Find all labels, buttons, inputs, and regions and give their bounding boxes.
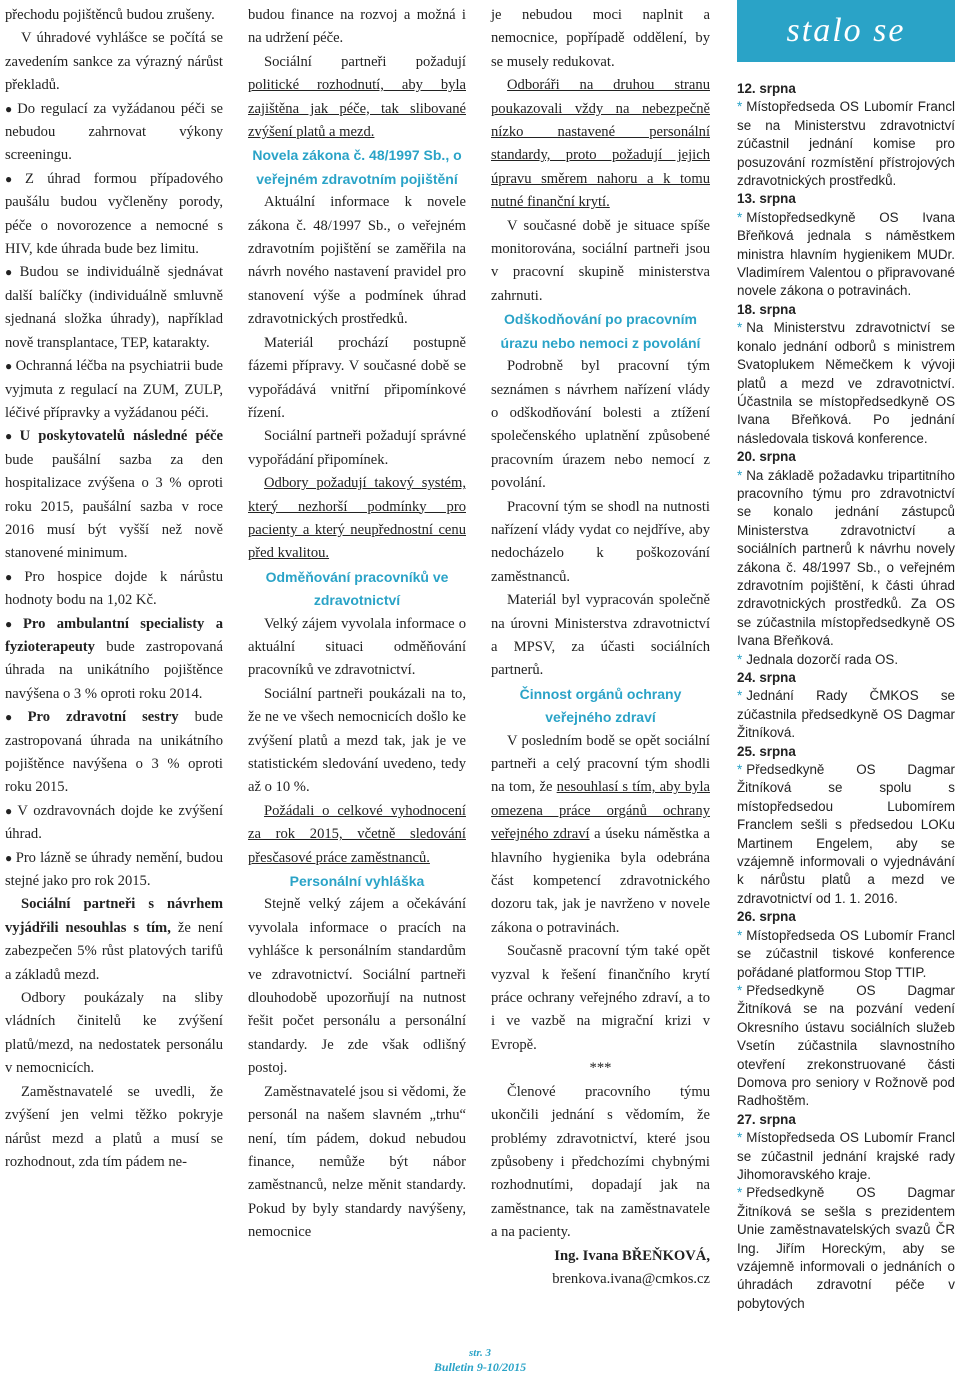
event-item — [737, 761, 955, 908]
bold-lead: U poskytovatelů následné péče — [19, 428, 223, 445]
asterisk-icon: * — [737, 209, 743, 225]
paragraph — [5, 4, 223, 27]
paragraph — [5, 987, 223, 1081]
text-run: Z úhrad formou případového paušálu budou vyčleněny porody, péče o novorozence a nemocné s HIV, kde úhrada bude bez limitu. — [5, 170, 223, 258]
event-item — [737, 1129, 955, 1184]
bullet-dot-icon: ● — [5, 171, 22, 186]
paragraph — [248, 683, 466, 800]
text-run: Sociální partneři požadují — [264, 53, 466, 70]
text-run: V posledním bodě se opět sociální partneři a celý pracovní tým shodli na tom, že — [491, 732, 710, 796]
section-heading: Novela zákona č. 48/1997 Sb., o veřejném zdravotním pojištění — [252, 147, 462, 187]
column-1 — [5, 4, 223, 1174]
asterisk-icon: * — [737, 467, 743, 483]
asterisk-icon: * — [737, 688, 743, 704]
column-3 — [491, 4, 710, 1291]
underlined-text: politické rozhodnutí, aby byla zajištěna jak péče, tak slibované zvýšení platů a mezd. — [248, 77, 466, 141]
event-item — [737, 651, 955, 669]
bullet-dot-icon: ● — [5, 850, 13, 865]
event-text: Na základě požadavku tripartitního pracovního týmu pro zdravotnictví se konalo jednání zástupců Ministerstva zdravotnictví a sociálních partnerů k návrhu novely zákona č. 48/1997 Sb., o veřejném zdravotním pojištění, k části úhrad zdravotnických prostředků. Za OS se zúčastnila místopředsedkyně OS Ivana Břeňková. — [737, 467, 955, 649]
bold-lead: Pro ambulantní specialisty a fyzioterapeuty — [5, 615, 224, 655]
text-run: Současně pracovní tým také opět vyzval k řešení finančního krytí práce ochrany veřejného zdraví, a to i ve vazbě na migrační krizi v Evropě. — [491, 943, 710, 1053]
event-item — [737, 687, 955, 742]
event-item — [737, 982, 955, 1111]
bullet-dot-icon: ● — [5, 803, 15, 818]
event-text: Místopředseda OS Lubomír Francl se na Ministerstvu zdravotnictví zúčastnil jednání komise pro posuzování rozmístění přístrojových zdravotnických prostředků. — [737, 99, 955, 189]
event-text: Jednání Rady ČMKOS se zúčastnila předsedkyně OS Dagmar Žitníková. — [737, 688, 955, 741]
section-heading: Odměňování pracovníků ve zdravotnictví — [265, 568, 449, 609]
paragraph — [491, 215, 710, 309]
paragraph — [491, 355, 710, 495]
event-text: Předsedkyně OS Dagmar Žitníková se spolu s místopředsedou Lubomírem Franclem sešli s předsedou LOKu Martinem Engelem, aby se vzájemně informovali o vyjednávání k nárůstu platů a mezd ve zdravotnictví od 1. 1. 2016. — [737, 762, 955, 906]
event-date: 20. srpna — [737, 449, 796, 465]
text-run: bude zastropovaná úhrada na unikátního pojištěnce navýšena o 3 % oproti roku 2015. — [5, 709, 223, 796]
underlined-text: Odbory požadují takový systém, který nezhorší podmínky pro pacienty a který neupřednostní cenu před kvalitou. — [248, 475, 466, 562]
bold-lead: Pro zdravotní sestry — [27, 709, 179, 726]
paragraph — [491, 589, 710, 683]
paragraph — [5, 1081, 223, 1175]
text-run: Pro hospice dojde k nárůstu hodnoty bodu na 1,02 Kč. — [5, 568, 223, 609]
bullet-item — [5, 425, 223, 565]
paragraph — [491, 730, 710, 941]
paragraph — [248, 332, 466, 426]
text-run: V současné době je situace spíše monitorována, sociální partneři jsou v pracovní skupině ministerstva zahrnuti. — [491, 217, 710, 304]
text-run: přechodu pojištěnců budou zrušeny. — [5, 7, 215, 23]
event-date: 27. srpna — [737, 1111, 796, 1127]
event-item — [737, 209, 955, 301]
column-stalo-se — [737, 0, 955, 1313]
text-run: Podrobně byl pracovní tým seznámen s návrhem nařízení vlády o odškodňování bolesti a ztížení společenského uplatnění způsobené pracovním úrazem nebo nemocí z povolání. — [491, 358, 710, 492]
asterisk-icon: * — [737, 320, 743, 336]
column-2 — [248, 4, 466, 1245]
author-email: brenkova.ivana@cmkos.cz — [552, 1270, 710, 1287]
event-text: Předsedkyně OS Dagmar Žitníková se sešla s prezidentem Unie zaměstnavatelských svazů ČR Ing. Jiřím Horeckým, aby se vzájemně informovali o jednáních o úhradách zdravotní péče v pobytových — [737, 1185, 955, 1311]
paragraph — [491, 940, 710, 1057]
underlined-text: Požádali o celkové vyhodnocení za rok 2015, včetně sledování přesčasové práce zaměstnanců. — [248, 802, 466, 866]
text-run: Materiál prochází postupně fázemi přípravy. V současné době se vypořádává vnitřní připomínkové řízení. — [248, 334, 466, 421]
bullet-dot-icon: ● — [5, 429, 17, 444]
text-run: Materiál byl vypracován společně na úrovni Ministerstva zdravotnictví a MPSV, za účasti sociálních partnerů. — [491, 592, 710, 679]
bold-lead: Sociální partneři s návrhem vyjádřili nesouhlas s tím, — [5, 896, 223, 936]
page-number: str. 3 — [468, 1347, 491, 1359]
text-run: a úseku náměstka a hlavního hygienika byla odebrána část kompetencí zdravotnického dozoru tak, jak je navrženo v novele zákona o potravinách. — [491, 826, 710, 936]
text-run: Sociální partneři požadují správné vypořádání připomínek. — [248, 428, 466, 468]
text-run: Pro lázně se úhrady nemění, budou stejné jako pro rok 2015. — [5, 849, 223, 890]
event-item — [737, 927, 955, 982]
bullet-dot-icon: ● — [5, 569, 22, 584]
paragraph — [491, 1081, 710, 1245]
paragraph — [248, 472, 466, 566]
text-run: Zaměstnavatelé se uvedli, že zvýšení jen velmi těžko pokryje nárůst mezd a platů a musí se rozhodnout, zda tím pádem ne- — [5, 1083, 223, 1170]
section-heading: Personální vyhláška — [289, 873, 425, 890]
text-run: Stejně velký zájem a očekávání vyvolala informace o pracích na vyhlášce k personálním standardům ve zdravotnictví. Sociální partneři dlouhodobě upozorňují na nutnost řešit počet personálu a personální standardy. Je zde však odlišný postoj. — [248, 896, 466, 1077]
separator-stars: *** — [589, 1060, 612, 1077]
event-text: Na Ministerstvu zdravotnictví se konalo jednání odborů s ministrem Svatoplukem Němečkem k vývoji platů a mezd ve zdravotnictví. Účastnila se místopředsedkyně OS Ivana Břeňková. Po jednání následovala tisková konference. — [737, 320, 955, 446]
text-run: Velký zájem vyvolala informace o aktuální situaci odměňování pracovníků ve zdravotnictví. — [248, 615, 466, 679]
text-run: je nebudou moci naplnit a nemocnice, popřípadě oddělení, by se musely redukovat. — [491, 7, 710, 70]
text-run: Sociální partneři poukázali na to, že ne ve všech nemocnicích došlo ke zvýšení platů a mezd tak, jak je ve statistickém sledování uvedeno, tedy až o 10 %. — [248, 685, 466, 796]
event-text: Jednala dozorčí rada OS. — [746, 651, 899, 667]
section-heading: Činnost orgánů ochrany veřejného zdraví — [519, 685, 682, 726]
paragraph — [248, 800, 466, 870]
text-run: Do regulací za vyžádanou péči se nebudou zahrnovat výkony screeningu. — [5, 100, 223, 164]
paragraph — [491, 74, 710, 214]
bullet-item — [5, 800, 223, 847]
text-run: budou finance na rozvoj a možná i na udržení péče. — [248, 7, 466, 47]
stalo-se-banner: stalo se — [737, 0, 955, 62]
bullet-dot-icon: ● — [5, 710, 25, 725]
asterisk-icon: * — [737, 1130, 743, 1146]
underlined-text: nesouhlasí s tím, aby byla omezena práce orgánů ochrany veřejného zdraví — [491, 779, 710, 843]
signature-line — [491, 1245, 710, 1268]
event-item — [737, 319, 955, 448]
section-heading: Odškodňování po pracovním úrazu nebo nemoci z povolání — [500, 311, 701, 351]
asterisk-icon: * — [737, 651, 743, 667]
paragraph — [248, 1081, 466, 1245]
asterisk-icon: * — [737, 99, 743, 115]
paragraph — [248, 51, 466, 145]
text-run: Ochranná léčba na psychiatrii bude vyjmuta z regulací na ZUM, ZULP, léčivé přípravky a vyžádanou péči. — [5, 358, 223, 421]
text-run: Aktuální informace k novele zákona č. 48/1997 Sb., o veřejném zdravotním pojištění se zaměřila na návrh nového nastavení pravidel pro stanovení výše a podmínek úhrad zdravotnických prostředků. — [248, 194, 466, 328]
text-run: bude paušální sazba za den hospitalizace zvýšena o 3 % oproti roku 2015, paušální sazba v roce 2016 musí být vyšší než nově stanovené minimum. — [5, 451, 223, 562]
paragraph — [5, 893, 223, 987]
paragraph — [248, 191, 466, 331]
event-text: Místopředsedkyně OS Ivana Břeňková jednala s náměstkem ministra hlavním hygienikem MUDr. Vladimírem Valentou o připravované novele zákona o potravinách. — [737, 209, 955, 299]
paragraph — [248, 613, 466, 683]
text-run: že není zabezpečen 5% růst platových tarifů a základů mezd. — [5, 919, 223, 983]
bullet-dot-icon: ● — [5, 101, 15, 116]
asterisk-icon: * — [737, 927, 743, 943]
page-footer — [430, 1347, 530, 1374]
text-run: V úhradové vyhlášce se počítá se zavedením sankce za výrazný nárůst překladů. — [5, 30, 223, 94]
text-run: bude zastropovaná úhrada na unikátního pojištěnce navýšena o 3 % oproti roku 2014. — [5, 638, 223, 702]
text-run: Zaměstnavatelé jsou si vědomi, že personál na našem slavném „trhu“ není, tím pádem, dokud nebudou finance, nemůže být nábor zaměstnanců, nelze měnit standardy. Pokud by byly standardy navýšeny, nemocnice — [248, 1083, 466, 1241]
bullet-dot-icon: ● — [5, 616, 20, 631]
bullet-item — [5, 847, 223, 894]
signature-line — [491, 1268, 710, 1291]
bullet-item — [5, 261, 223, 355]
text-run: Pracovní tým se shodl na nutnosti nařízení vlády vydat co nejdříve, aby nedocházelo k poškozování zaměstnanců. — [491, 498, 710, 585]
bullet-item — [5, 355, 223, 425]
paragraph — [248, 425, 466, 472]
text-run: V ozdravovnách dojde ke zvýšení úhrad. — [5, 802, 224, 843]
event-date: 12. srpna — [737, 81, 796, 96]
bullet-item — [5, 98, 223, 168]
paragraph — [491, 4, 710, 74]
bullet-item — [5, 566, 223, 613]
event-date: 25. srpna — [737, 743, 796, 759]
paragraph — [491, 496, 710, 590]
event-text: Místopředseda OS Lubomír Francl se zúčastnil tiskové konference pořádané platformou Stop TTIP. — [737, 927, 955, 980]
paragraph — [248, 4, 466, 51]
event-list — [737, 80, 955, 1313]
bullet-dot-icon: ● — [5, 359, 13, 374]
event-text: Předsedkyně OS Dagmar Žitníková se na pozvání vedení Okresního ústavu sociálních služeb Vsetín zúčastnila slavnostního otevření zrekonstruované části Domova pro seniory v Rožnově pod Radhoštěm. — [737, 982, 955, 1109]
event-date: 13. srpna — [737, 191, 796, 207]
paragraph — [248, 893, 466, 1080]
text-run: Odbory poukázaly na sliby vládních činitelů ke zvýšení platů/mezd, na nedostatek personálu v nemocnicích. — [5, 990, 223, 1077]
asterisk-icon: * — [737, 982, 743, 998]
event-item — [737, 467, 955, 651]
author-name: Ing. Ivana BŘEŇKOVÁ, — [554, 1247, 710, 1264]
bullet-item — [5, 613, 223, 707]
event-date: 26. srpna — [737, 909, 796, 925]
bullet-item — [5, 168, 223, 262]
event-item — [737, 98, 955, 190]
paragraph — [5, 27, 223, 97]
underlined-text: Odboráři na druhou stranu poukazovali vždy na nebezpečně nízko nastavené personální standardy, proto požadují jejich úpravu směrem nahoru a k tomu nutné finanční krytí. — [491, 77, 710, 211]
asterisk-icon: * — [737, 762, 743, 778]
text-run: Budou se individuálně sjednávat další balíčky (individuálně smluvně sjednaná složka úhrady), například nově transplantace, TEP, katarakty. — [5, 264, 224, 351]
event-text: Místopředseda OS Lubomír Francl se zúčastnil jednání krajské rady Jihomoravského kraje. — [737, 1130, 955, 1182]
bullet-item — [5, 706, 223, 800]
bulletin-issue: Bulletin 9-10/2015 — [433, 1360, 527, 1374]
bullet-dot-icon: ● — [5, 265, 17, 280]
text-run: Členové pracovního týmu ukončili jednání s vědomím, že problémy zdravotnictví, které jsou způsobeny i předchozími chybnými rozhodnutími, dopadají jak na zaměstnance, tak na zaměstnavatele a na pacienty. — [491, 1083, 710, 1241]
event-date: 18. srpna — [737, 301, 796, 317]
asterisk-icon: * — [737, 1185, 743, 1201]
event-item — [737, 1184, 955, 1313]
event-date: 24. srpna — [737, 670, 796, 685]
